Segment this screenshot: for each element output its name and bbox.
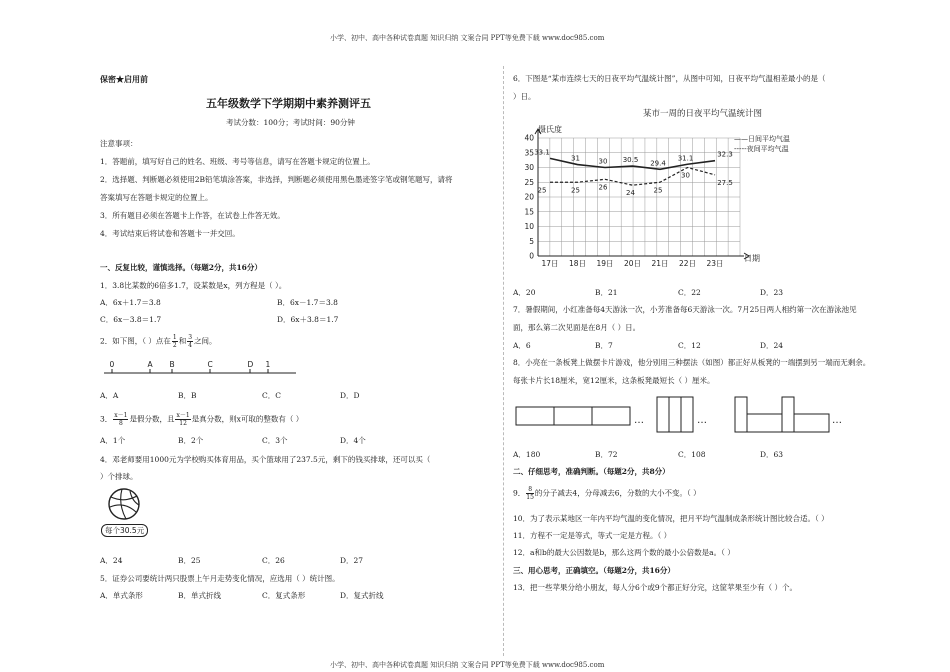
data-label-night-3: 24 bbox=[626, 189, 635, 198]
q3-text-post: 是真分数，则x可取的整数有（ ） bbox=[191, 414, 304, 424]
y-tick-label-8: 40 bbox=[524, 133, 534, 143]
y-tick-label-7: 35 bbox=[524, 148, 534, 158]
arrangement-horizontal bbox=[516, 407, 630, 425]
y-tick-label-0: 0 bbox=[529, 251, 534, 261]
note-1: 1．答题前，填写好自己的姓名、班级、考号等信息，请写在答题卡规定的位置上。 bbox=[100, 157, 375, 166]
q8-option-d: D．63 bbox=[760, 450, 784, 459]
q8-option-b: B．72 bbox=[595, 450, 618, 459]
question-6-line-1: 6．下图是“某市连续七天的日夜平均气温统计图”，从图中可知，日夜平均气温相差最小的是（ bbox=[513, 74, 826, 83]
q3-text-mid: 是假分数，且 bbox=[129, 414, 175, 424]
x-tick-label-0: 17日 bbox=[541, 259, 559, 268]
q9-text-post: 的分子减去4，分母减去6，分数的大小不变。（ ） bbox=[534, 488, 701, 498]
secret-label: 保密★启用前 bbox=[100, 74, 148, 84]
chart-legend-night: -----夜间平均气温 bbox=[734, 145, 789, 153]
y-tick-label-2: 10 bbox=[524, 222, 534, 231]
q3-option-c: C．3个 bbox=[262, 436, 288, 445]
chart-y-axis-label: 摄氏度 bbox=[538, 125, 562, 134]
chart-grid bbox=[538, 138, 740, 256]
data-label-night-4: 25 bbox=[653, 186, 663, 195]
q2-text-and: 和 bbox=[178, 336, 187, 346]
q7-option-c: C．12 bbox=[678, 341, 701, 350]
q9-text-pre: 9． bbox=[513, 488, 526, 498]
ellipsis-2: … bbox=[697, 415, 707, 426]
q9-frac-num: 8 bbox=[528, 486, 533, 493]
data-label-day-1: 31 bbox=[571, 154, 580, 163]
q2-option-d: D．D bbox=[340, 391, 360, 400]
exam-info: 考试分数：100分；考试时间：90分钟 bbox=[226, 118, 355, 127]
q2-fraction-1 bbox=[172, 334, 178, 349]
q4-option-d: D．27 bbox=[340, 556, 364, 565]
notes-title: 注意事项： bbox=[100, 139, 138, 148]
q2-option-a: A．A bbox=[100, 391, 119, 400]
data-label-night-2: 26 bbox=[598, 183, 608, 192]
q1-option-c: C．6x－3.8＝1.7 bbox=[100, 315, 162, 324]
page-title: 五年级数学下学期期中素养测评五 bbox=[206, 97, 371, 110]
x-tick-label-3: 20日 bbox=[623, 259, 642, 268]
y-tick-label-6: 30 bbox=[524, 163, 534, 172]
q8-option-c: C．108 bbox=[678, 450, 706, 459]
q1-option-a: A．6x＋1.7＝3.8 bbox=[100, 298, 161, 307]
q3-option-b: B．2个 bbox=[178, 436, 204, 445]
question-4-line-1: 4．邓老师要用1000元为学校购买体育用品，买个篮球用了237.5元，剩下的钱买排球，还可以买（ bbox=[100, 455, 431, 464]
q3-fraction-2 bbox=[175, 412, 190, 427]
data-label-night-5: 30 bbox=[681, 171, 690, 180]
q2-frac2-den: 4 bbox=[188, 342, 193, 349]
q4-option-a: A．24 bbox=[100, 556, 123, 565]
page-footer: 小学、初中、高中各种试卷真题 知识归纳 文案合同 PPT等免费下载 www.doc985.com bbox=[330, 661, 605, 669]
data-label-day-2: 30 bbox=[598, 157, 608, 166]
q2-fraction-2 bbox=[187, 334, 193, 349]
q3-text-pre: 3． bbox=[100, 414, 113, 424]
y-tick-label-3: 15 bbox=[524, 207, 534, 217]
q4-option-b: B．25 bbox=[178, 556, 201, 565]
question-12: 12．a和b的最大公因数是b，那么这两个数的最小公倍数是a。（ ） bbox=[513, 548, 735, 557]
q9-fraction bbox=[526, 486, 534, 501]
q7-option-d: D．24 bbox=[760, 341, 784, 350]
chart-data-labels bbox=[534, 148, 733, 197]
data-label-day-0: 33.1 bbox=[534, 148, 550, 157]
x-tick-label-5: 22日 bbox=[678, 259, 697, 268]
ellipsis-1: … bbox=[634, 415, 644, 426]
section-2-title: 二、仔细思考，准确判断。（每题2分，共8分） bbox=[513, 467, 670, 476]
q2-text-post: 之间。 bbox=[194, 336, 217, 346]
q7-option-a: A．6 bbox=[513, 341, 531, 350]
data-label-day-3: 30.5 bbox=[622, 156, 639, 165]
y-tick-label-5: 25 bbox=[524, 177, 534, 187]
y-tick-label-1: 5 bbox=[529, 236, 534, 246]
q3-frac2-num: x－1 bbox=[176, 412, 190, 419]
chart-legend-day: ——日间平均气温 bbox=[734, 135, 790, 143]
q2-text-pre: 2．如下图，（ ）点在 bbox=[100, 336, 171, 346]
q2-frac1-num: 1 bbox=[172, 334, 177, 341]
chart-x-axis-label: 日期 bbox=[744, 254, 760, 263]
volleyball-icon bbox=[106, 487, 142, 521]
q2-frac2-num: 3 bbox=[188, 334, 193, 341]
question-7-line-2: 面，那么第二次见面是在8月（ ）日。 bbox=[513, 323, 641, 332]
q2-frac1-den: 2 bbox=[172, 342, 177, 349]
question-3 bbox=[100, 412, 303, 427]
question-2 bbox=[100, 334, 217, 349]
q5-option-a: A．单式条形 bbox=[100, 591, 143, 600]
q9-frac-den: 15 bbox=[526, 494, 534, 501]
question-1: 1．3.8比某数的6倍多1.7，设某数是x，列方程是（ ）。 bbox=[100, 281, 287, 290]
note-2: 2．选择题、判断题必须使用2B铅笔填涂答案，非选择，判断题必须使用黑色墨迹签字笔或钢笔题写，请将 bbox=[100, 175, 453, 184]
q6-option-b: B．21 bbox=[595, 288, 618, 297]
note-3: 3．所有题目必须在答题卡上作答，在试卷上作答无效。 bbox=[100, 211, 285, 220]
q3-frac2-den: 12 bbox=[179, 420, 187, 427]
number-line-ticks bbox=[110, 360, 271, 373]
ellipsis-3: … bbox=[832, 415, 842, 426]
page-header: 小学、初中、高中各种试卷真题 知识归纳 文案合同 PPT等免费下载 www.doc985.com bbox=[330, 34, 605, 42]
card-arrangements bbox=[510, 392, 840, 440]
q3-option-d: D．4个 bbox=[340, 436, 366, 445]
data-label-day-6: 32.3 bbox=[717, 150, 733, 159]
question-8-line-2: 每张卡片长18厘米，宽12厘米，这条板凳最短长（ ）厘米。 bbox=[513, 376, 715, 385]
x-tick-label-1: 18日 bbox=[568, 259, 587, 268]
x-tick-label-2: 19日 bbox=[596, 259, 614, 268]
ball-price-label: 每个30.5元 bbox=[101, 524, 148, 537]
q3-frac1-num: x－1 bbox=[114, 412, 128, 419]
note-4: 4．考试结束后将试卷和答题卡一并交回。 bbox=[100, 229, 240, 238]
q3-frac1-den: 8 bbox=[118, 420, 123, 427]
q6-option-c: C．22 bbox=[678, 288, 701, 297]
q6-option-a: A．20 bbox=[513, 288, 536, 297]
number-line-label-5: 1 bbox=[265, 360, 271, 369]
q4-option-c: C．26 bbox=[262, 556, 285, 565]
data-label-day-5: 31.1 bbox=[677, 154, 694, 163]
q3-option-a: A．1个 bbox=[100, 436, 126, 445]
series-line-night bbox=[550, 168, 715, 186]
arrangement-mixed bbox=[735, 397, 829, 432]
column-divider bbox=[503, 66, 504, 656]
temperature-line-chart bbox=[508, 104, 830, 272]
note-2-cont: 答案填写在答题卡规定的位置上。 bbox=[100, 193, 213, 202]
number-line-label-2: B bbox=[169, 360, 175, 369]
number-line-label-1: A bbox=[147, 360, 153, 369]
question-5: 5．证券公司要统计两只股票上午月走势变化情况，应选用（ ）统计图。 bbox=[100, 574, 340, 583]
q5-option-c: C．复式条形 bbox=[262, 591, 306, 600]
question-10: 10．为了表示某地区一年内平均气温的变化情况，把月平均气温制成条形统计图比较合适。（ ） bbox=[513, 514, 829, 523]
chart-axes bbox=[535, 129, 749, 259]
q5-option-d: D．复式折线 bbox=[340, 591, 384, 600]
question-13: 13．把一些苹果分给小朋友，每人分6个或9个都正好分完，这筐苹果至少有（ ）个。 bbox=[513, 583, 797, 592]
question-9 bbox=[513, 486, 701, 501]
q3-fraction-1 bbox=[113, 412, 128, 427]
data-label-night-0: 25 bbox=[537, 186, 547, 195]
number-line bbox=[100, 360, 300, 380]
x-tick-label-4: 21日 bbox=[651, 259, 669, 268]
arrangement-vertical bbox=[657, 397, 693, 432]
data-label-day-4: 29.4 bbox=[650, 159, 666, 168]
chart-y-ticks bbox=[524, 134, 534, 261]
chart-x-ticks bbox=[541, 259, 723, 268]
x-tick-label-6: 23日 bbox=[706, 259, 724, 268]
q2-option-b: B．B bbox=[178, 391, 197, 400]
q1-option-d: D．6x＋3.8＝1.7 bbox=[277, 315, 339, 324]
q1-option-b: B．6x－1.7＝3.8 bbox=[277, 298, 338, 307]
data-label-night-6: 27.5 bbox=[717, 178, 733, 187]
chart-title: 某市一周的日夜平均气温统计图 bbox=[643, 109, 763, 119]
question-8-line-1: 8．小亮在一条板凳上做摆卡片游戏，他分别用三种摆法（如图）都正好从板凳的一端摆到另一端而无剩余。 bbox=[513, 358, 871, 367]
question-6-line-2: ）日。 bbox=[513, 92, 536, 101]
q2-option-c: C．C bbox=[262, 391, 281, 400]
number-line-label-4: D bbox=[247, 360, 254, 369]
data-label-night-1: 25 bbox=[571, 186, 580, 195]
number-line-label-3: C bbox=[207, 360, 213, 369]
section-1-title: 一、反复比较，谨慎选择。（每题2分，共16分） bbox=[100, 263, 262, 272]
y-tick-label-4: 20 bbox=[524, 192, 534, 202]
q5-option-b: B．单式折线 bbox=[178, 591, 222, 600]
q8-option-a: A．180 bbox=[513, 450, 541, 459]
question-4-line-2: ）个排球。 bbox=[100, 472, 138, 481]
section-3-title: 三、用心思考，正确填空。（每题2分，共16分） bbox=[513, 566, 675, 575]
q7-option-b: B．7 bbox=[595, 341, 613, 350]
q6-option-d: D．23 bbox=[760, 288, 784, 297]
question-7-line-1: 7．暑假期间，小红准备每4天游泳一次，小芳准备每6天游泳一次。7月25日两人相约第一次在游泳池见 bbox=[513, 305, 857, 314]
number-line-label-0: 0 bbox=[109, 360, 115, 369]
question-11: 11．方程不一定是等式，等式一定是方程。（ ） bbox=[513, 531, 672, 540]
